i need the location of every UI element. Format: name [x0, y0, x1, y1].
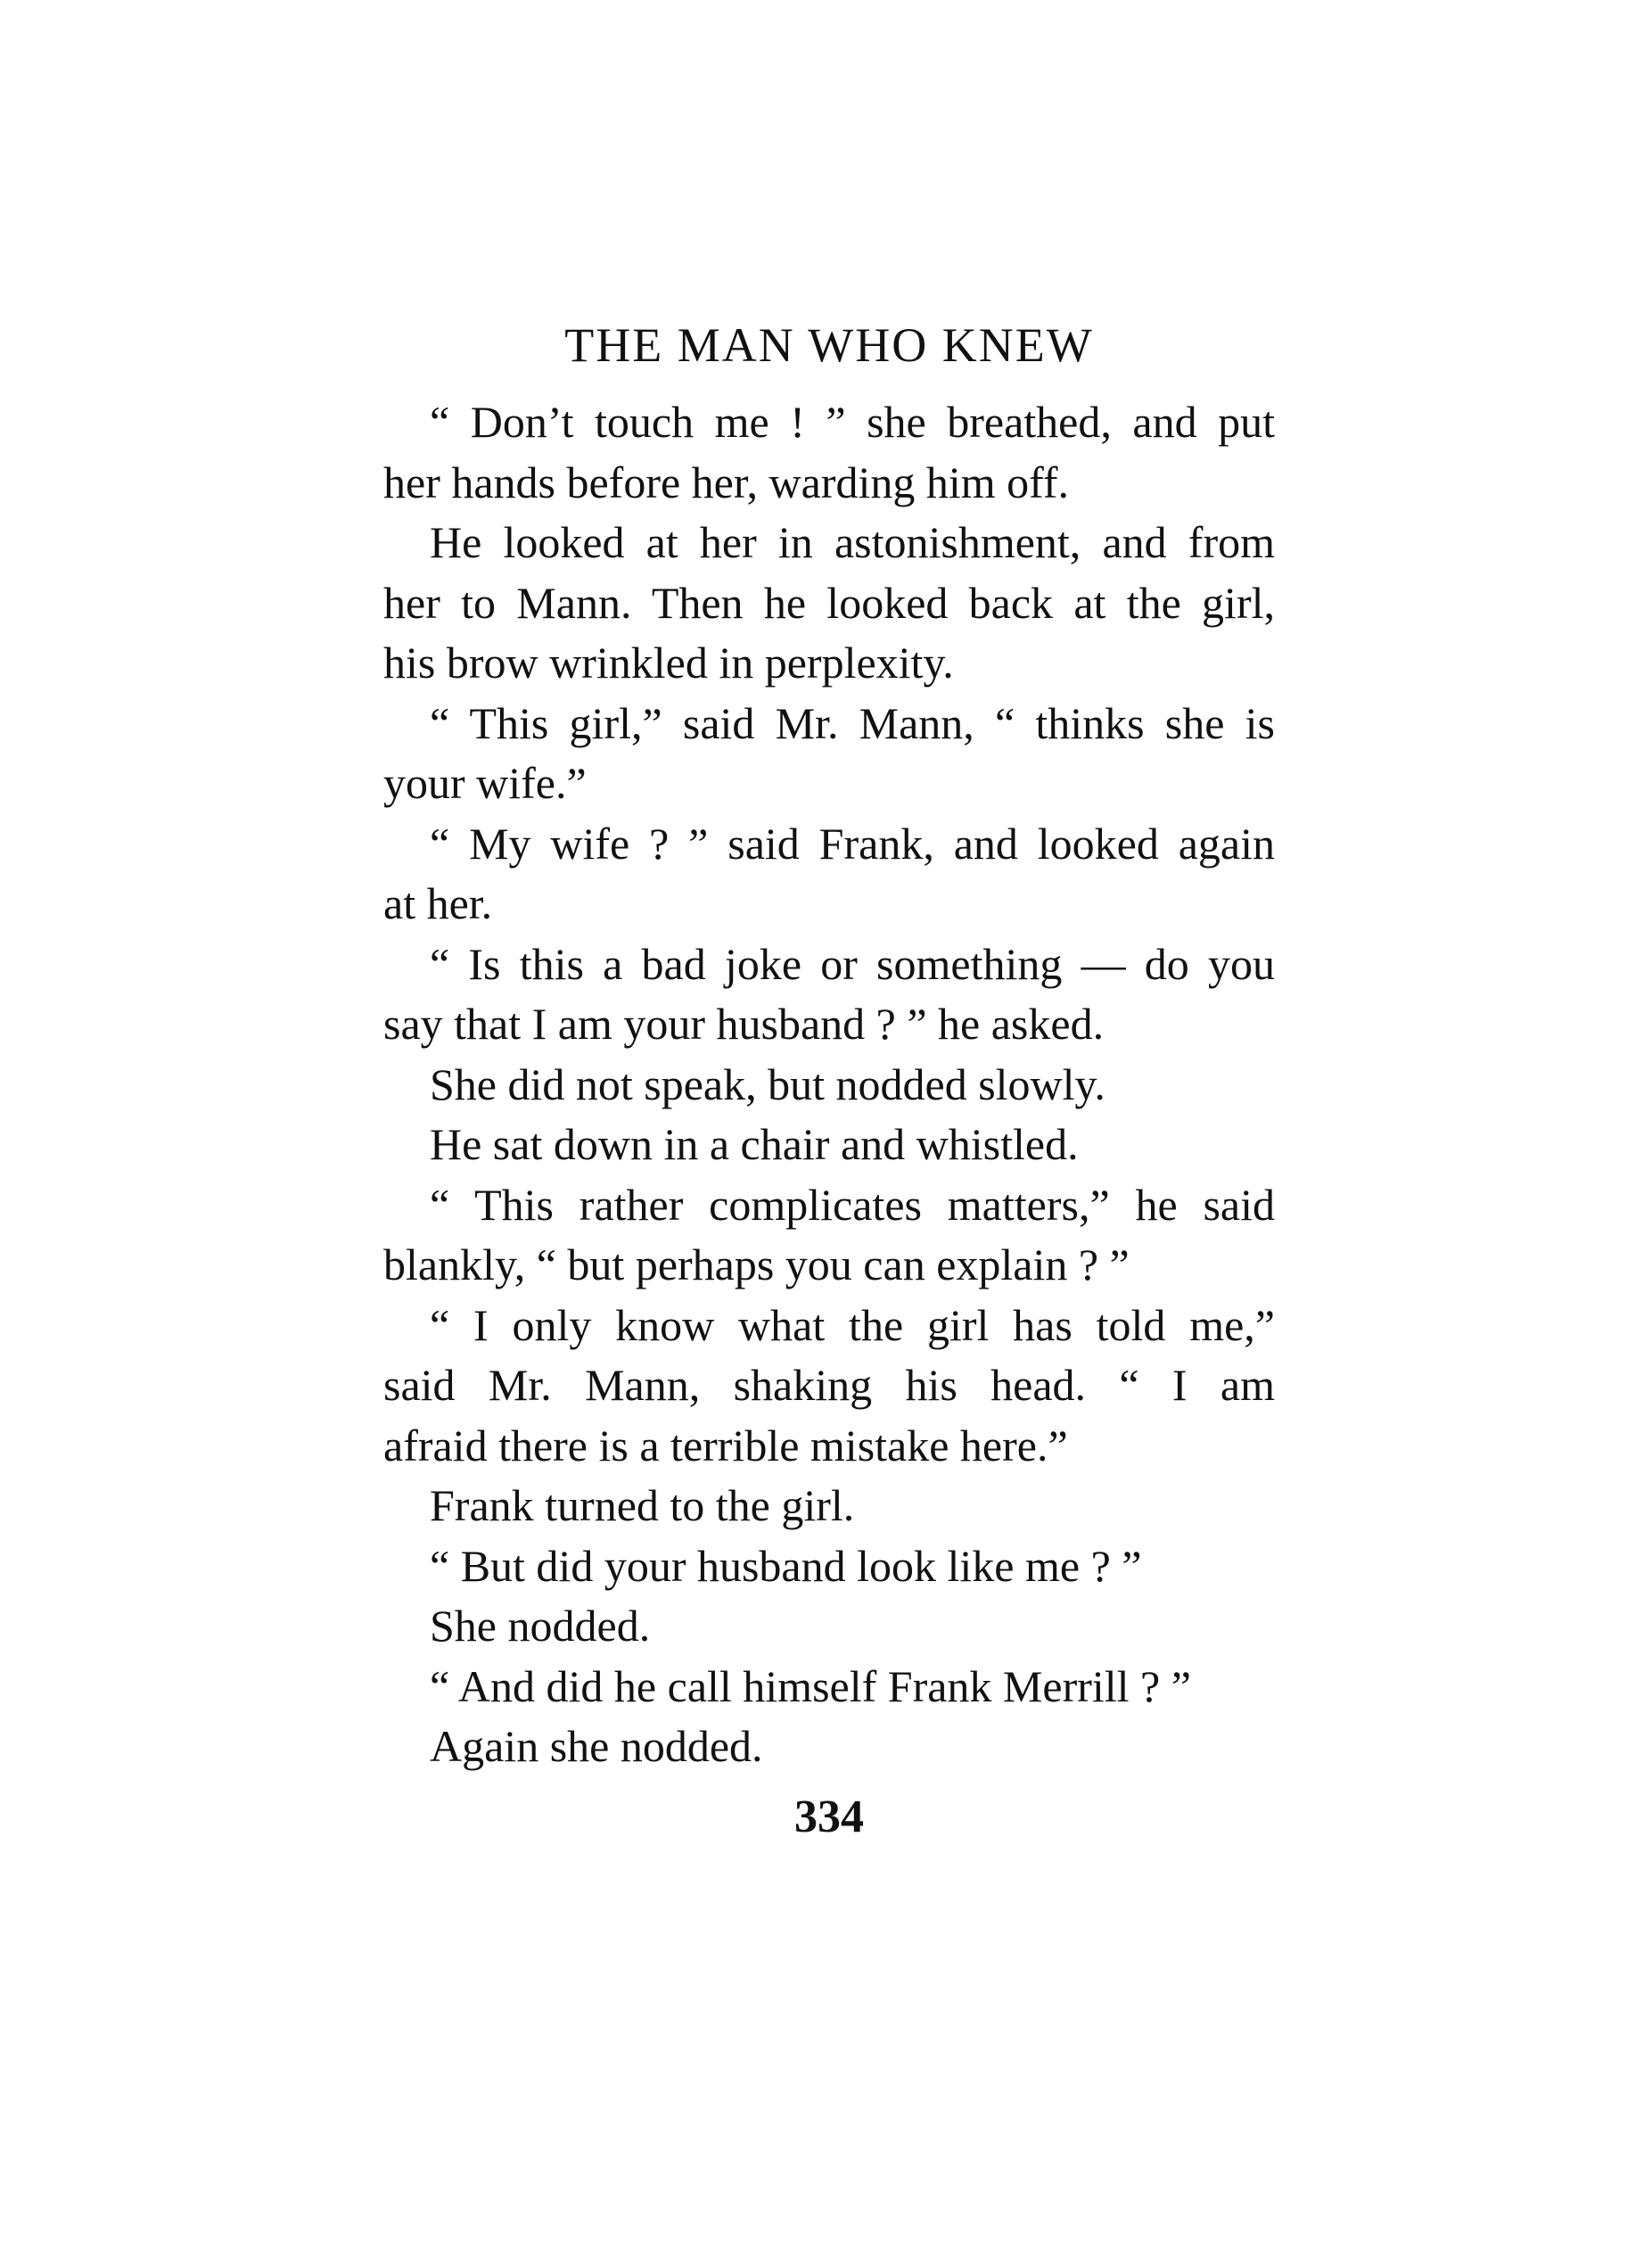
text-line: He looked at her in astonishment, and from [430, 517, 1275, 567]
text-line: “ My wife ? ” said Frank, and looked again [430, 818, 1275, 869]
text-line: Frank turned to the girl. [430, 1480, 855, 1530]
running-head: THE MAN WHO KNEW [564, 318, 1094, 372]
text-line: your wife.” [383, 758, 587, 808]
page-number: 334 [794, 1791, 864, 1842]
text-line: at her. [383, 878, 493, 928]
text-line: She nodded. [430, 1601, 651, 1651]
text-line: “ Don’t touch me ! ” she breathed, and put [430, 397, 1275, 447]
text-line: his brow wrinkled in perplexity. [383, 638, 954, 688]
text-line: “ But did your husband look like me ? ” [430, 1540, 1142, 1591]
text-line: “ This rather complicates matters,” he said [430, 1179, 1275, 1230]
text-line: “ This girl,” said Mr. Mann, “ thinks she is [430, 697, 1275, 748]
body-text [383, 392, 1275, 1777]
text-line: He sat down in a chair and whistled. [430, 1119, 1079, 1169]
text-line: say that I am your husband ? ” he asked. [383, 999, 1105, 1049]
text-line: her to Mann. Then he looked back at the girl, [383, 577, 1275, 628]
text-line: “ And did he call himself Frank Merrill ? ” [430, 1660, 1191, 1711]
text-line: She did not speak, but nodded slowly. [430, 1058, 1105, 1109]
text-line: Again she nodded. [430, 1721, 763, 1771]
text-line: her hands before her, warding him off. [383, 457, 1070, 507]
text-line: “ I only know what the girl has told me,” [430, 1299, 1275, 1350]
text-line: said Mr. Mann, shaking his head. “ I am [383, 1360, 1275, 1410]
text-line: afraid there is a terrible mistake here.” [383, 1420, 1068, 1470]
text-line: “ Is this a bad joke or something — do you [430, 938, 1275, 989]
text-line: blankly, “ but perhaps you can explain ? ” [383, 1240, 1130, 1289]
